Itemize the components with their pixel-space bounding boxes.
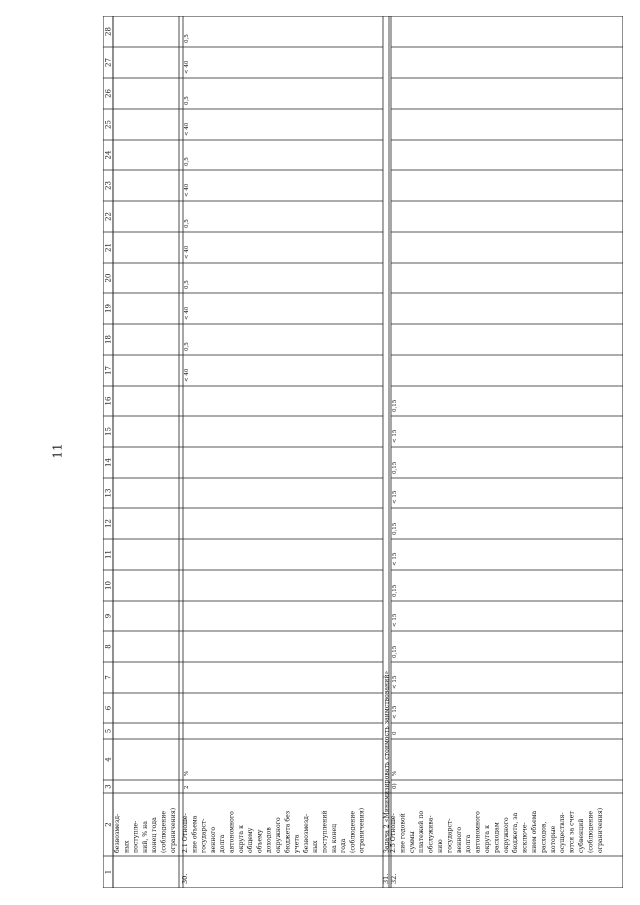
row30-indicator-line: ограничения) bbox=[358, 807, 366, 853]
row32-indicator-line: нием объема bbox=[531, 810, 538, 853]
row30-indicator-line: 2.1 Отноше- bbox=[182, 813, 189, 853]
row30-value-col21: < 40 bbox=[184, 245, 190, 259]
row30-indicator-line: учета bbox=[293, 834, 301, 853]
continued-indicator-line: конец года bbox=[151, 817, 159, 853]
row31-number: 31. bbox=[382, 873, 390, 884]
row30-indicator-line: государст- bbox=[200, 818, 208, 853]
row30-value-col24: 0,5 bbox=[184, 157, 190, 166]
column-number: 5 bbox=[104, 728, 113, 734]
column-number: 8 bbox=[104, 644, 113, 649]
row30-indicator-line: года bbox=[340, 838, 348, 853]
column-number: 1 bbox=[104, 869, 113, 875]
row32-indicator-line: ограничения) bbox=[596, 807, 604, 853]
column-number: 16 bbox=[104, 396, 113, 406]
row30-indicator-line: доходов bbox=[265, 827, 273, 853]
row30-indicator-line: поступлений bbox=[321, 810, 329, 853]
row30-col3: 2 bbox=[184, 785, 190, 789]
row32-value-col16: 0,15 bbox=[392, 399, 398, 412]
row32-value-col5: 0 bbox=[392, 731, 398, 735]
row30-indicator-line: (соблюдение bbox=[349, 810, 357, 853]
column-number: 3 bbox=[104, 784, 113, 789]
row32-value-col10: 0,15 bbox=[392, 584, 398, 597]
continued-indicator-line: безвозмезд- bbox=[114, 813, 121, 853]
continued-indicator-line: (соблюдение bbox=[160, 810, 168, 853]
row32-col3: 0) bbox=[392, 783, 398, 789]
row32-indicator-line: исключе- bbox=[521, 822, 529, 853]
row32-indicator-line: бюджета, за bbox=[512, 812, 520, 853]
column-number: 13 bbox=[104, 488, 113, 498]
row30-value-col20: 0,5 bbox=[184, 280, 190, 289]
column-number: 7 bbox=[104, 675, 113, 680]
row30-value-col17: < 40 bbox=[184, 368, 190, 382]
continued-indicator-line: поступле- bbox=[132, 820, 140, 853]
row30-value-col22: 0,5 bbox=[184, 219, 190, 228]
row30-indicator-line: безвозмезд- bbox=[302, 813, 310, 853]
row30-indicator-line: венного bbox=[209, 826, 217, 853]
row30-value-col23: < 40 bbox=[184, 183, 190, 197]
table-lines bbox=[103, 16, 623, 888]
row32-value-col11: < 15 bbox=[392, 552, 398, 566]
row30-indicator-line: объему bbox=[256, 829, 264, 853]
row32-indicator-line: округа к bbox=[484, 825, 491, 853]
column-number: 2 bbox=[104, 822, 113, 827]
row32-indicator-line: расходов, bbox=[540, 821, 548, 853]
column-number: 11 bbox=[104, 550, 113, 559]
column-number: 26 bbox=[104, 89, 113, 98]
column-number: 6 bbox=[104, 705, 113, 711]
column-number: 21 bbox=[104, 243, 113, 252]
row30-value-col26: 0,5 bbox=[184, 96, 190, 105]
row32-indicator-line: нию bbox=[437, 839, 444, 853]
row30-indicator-line: общему bbox=[247, 827, 255, 853]
table-grid bbox=[103, 16, 623, 888]
column-number: 9 bbox=[104, 613, 113, 619]
row32-value-col13: < 15 bbox=[392, 490, 398, 504]
row30-value-col18: 0,5 bbox=[184, 342, 190, 351]
row32-indicator-line: ются за счет bbox=[568, 811, 576, 853]
column-number: 20 bbox=[104, 273, 113, 283]
row30-indicator-line: автономного bbox=[228, 811, 236, 853]
row32-value-col8: 0,15 bbox=[392, 645, 398, 658]
column-number: 27 bbox=[104, 58, 113, 67]
row30-unit: % bbox=[184, 770, 190, 776]
column-number: 12 bbox=[104, 519, 113, 528]
row32-indicator-line: платежей по bbox=[418, 810, 426, 853]
row30-value-col25: < 40 bbox=[184, 122, 190, 136]
row32-indicator-line: субвенций bbox=[578, 818, 585, 853]
row32-value-col7: < 15 bbox=[392, 675, 398, 689]
column-number: 14 bbox=[104, 458, 113, 467]
row32-indicator-line: осуществля- bbox=[559, 812, 567, 853]
row32-indicator-line: автономного bbox=[474, 811, 482, 853]
row32-indicator-line: государст- bbox=[446, 818, 454, 853]
column-number: 10 bbox=[104, 581, 113, 590]
column-number: 22 bbox=[104, 212, 113, 221]
row30-indicator-line: долга bbox=[219, 834, 227, 853]
row30-number: 30. bbox=[181, 873, 189, 884]
column-number: 24 bbox=[104, 150, 113, 160]
row32-unit: % bbox=[392, 770, 398, 776]
column-number: 25 bbox=[104, 120, 113, 129]
row30-value-col27: < 40 bbox=[184, 60, 190, 74]
row32-indicator-line: долга bbox=[465, 834, 473, 853]
row30-indicator-line: на конец bbox=[330, 823, 338, 853]
row32-indicator-line: венного bbox=[455, 826, 463, 853]
row32-indicator-line: ние годовой bbox=[399, 813, 407, 853]
row30-indicator-line: округа к bbox=[237, 825, 245, 853]
row32-indicator-line: обслужива- bbox=[427, 815, 435, 853]
row32-indicator-line: которые bbox=[549, 825, 557, 853]
row32-indicator-line: окружного bbox=[502, 817, 510, 853]
continued-indicator-line: ных bbox=[123, 840, 131, 853]
row32-indicator-line: суммы bbox=[408, 831, 416, 853]
row32-value-col14: 0,15 bbox=[392, 461, 398, 474]
column-number: 28 bbox=[104, 27, 113, 36]
continued-indicator-line: ний, % на bbox=[141, 821, 149, 853]
continued-indicator-line: ограничения) bbox=[169, 807, 177, 853]
row30-indicator-line: ных bbox=[312, 840, 320, 853]
row32-value-col6: < 15 bbox=[392, 705, 398, 719]
row30-indicator-line: ние объема bbox=[191, 815, 199, 853]
column-number: 15 bbox=[104, 427, 113, 436]
row30-value-col28: 0,5 bbox=[184, 34, 190, 43]
row30-indicator-line: бюджета без bbox=[284, 810, 292, 853]
page-number: 11 bbox=[50, 443, 65, 459]
row32-indicator-line: расходам bbox=[493, 822, 501, 853]
column-number: 23 bbox=[104, 181, 113, 190]
column-number: 4 bbox=[104, 757, 113, 762]
row32-value-col12: 0,15 bbox=[392, 522, 398, 535]
row30-indicator-line: окружного bbox=[275, 817, 282, 853]
row32-value-col15: < 15 bbox=[392, 429, 398, 443]
row32-indicator-line: 2.5 Отноше- bbox=[390, 813, 397, 853]
row31-task-text: Задача 2 «Минимизировать стоимость заимствований» bbox=[383, 670, 391, 853]
row32-number: 32. bbox=[390, 873, 398, 884]
row32-value-col9: < 15 bbox=[392, 613, 398, 627]
row30-value-col19: < 40 bbox=[184, 306, 190, 320]
column-number: 17 bbox=[104, 366, 113, 375]
column-number: 18 bbox=[104, 335, 113, 344]
row32-indicator-line: (соблюдение bbox=[587, 810, 595, 853]
column-number: 19 bbox=[104, 304, 113, 313]
